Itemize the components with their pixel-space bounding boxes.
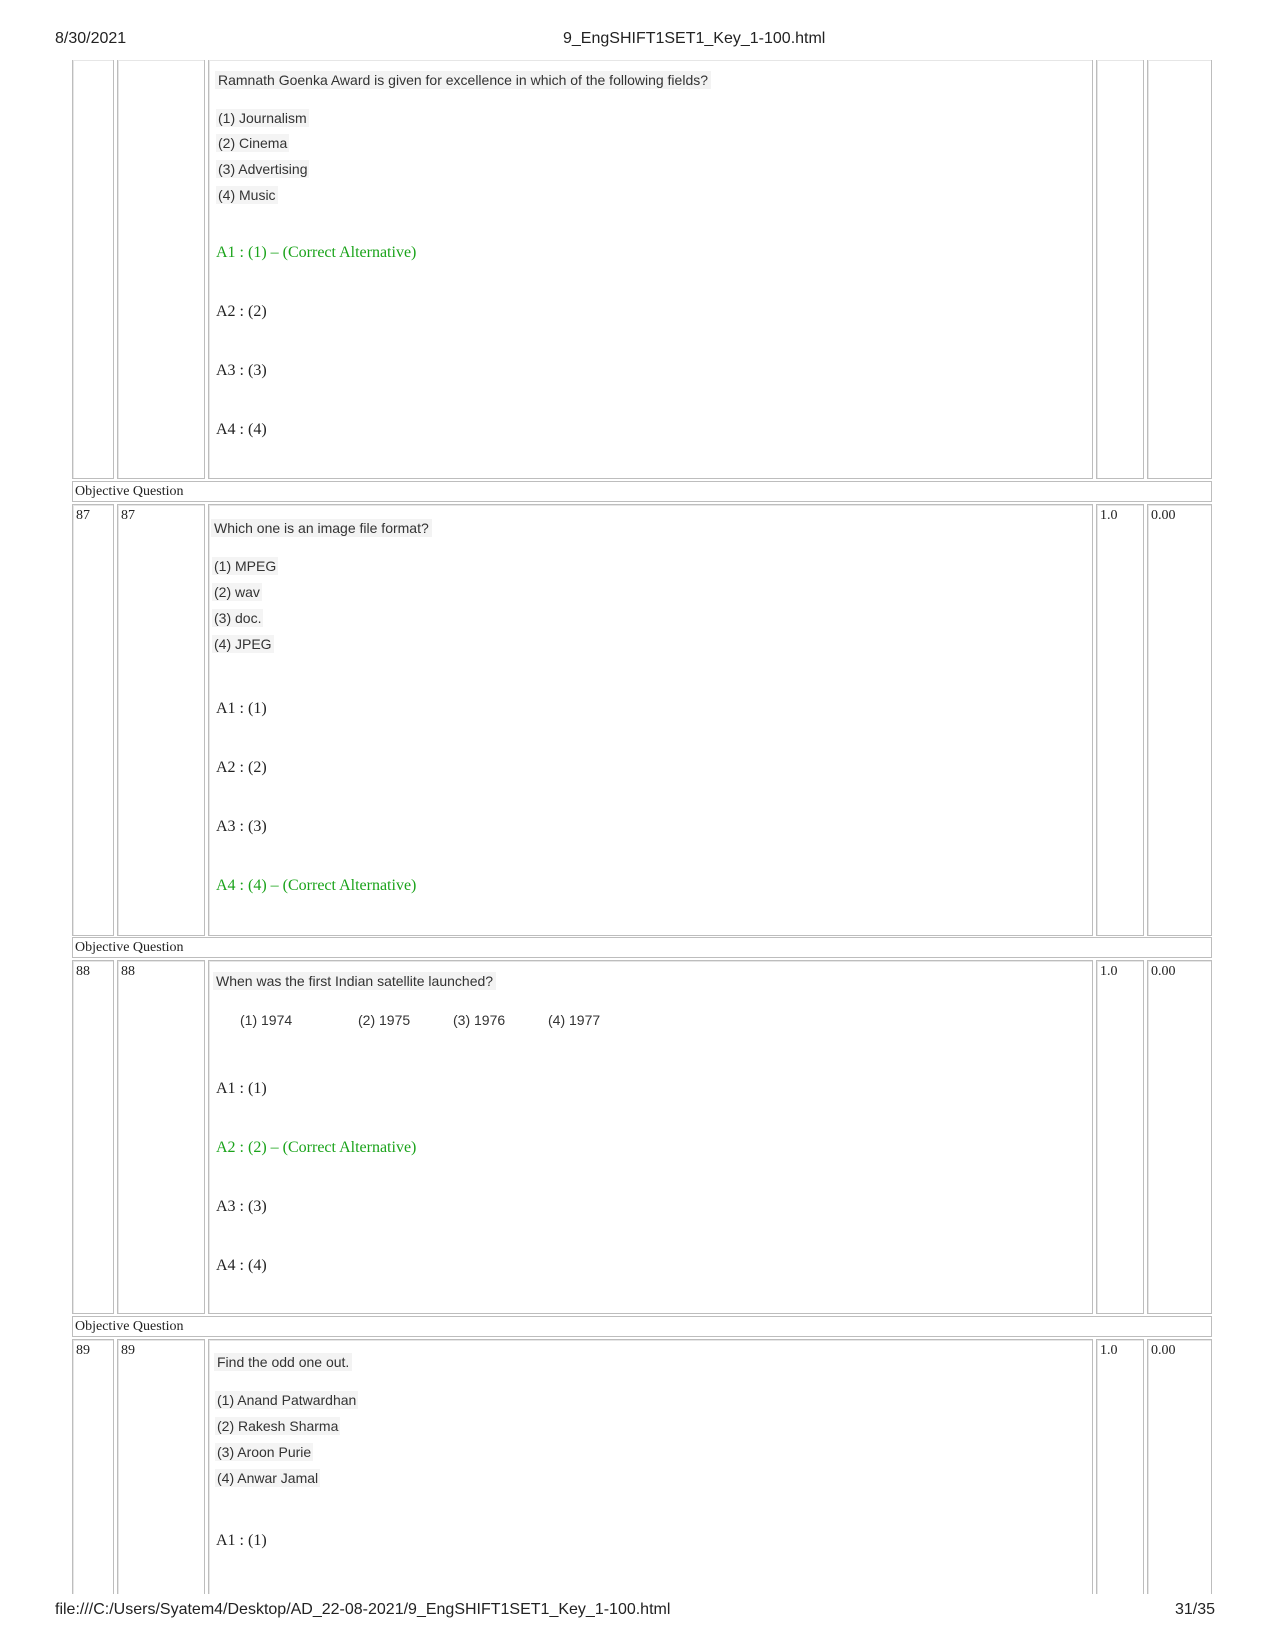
option-3: (3) Advertising <box>218 161 308 177</box>
answer-1: A1 : (1) <box>216 700 267 717</box>
answer-2-correct: A2 : (2) – (Correct Alternative) <box>216 1139 417 1156</box>
option-2: (2) Rakesh Sharma <box>217 1418 339 1434</box>
option-3: (3) Aroon Purie <box>217 1444 312 1460</box>
option-1: (1) Journalism <box>218 110 307 126</box>
negative-marks-cell: 0.00 <box>1147 960 1212 1314</box>
print-date: 8/30/2021 <box>55 30 127 47</box>
serial-cell: 87 <box>72 504 114 936</box>
serial-cell <box>72 60 114 479</box>
negative-marks-cell: 0.00 <box>1147 504 1212 936</box>
question-id-cell: 87 <box>117 504 205 936</box>
document-title: 9_EngSHIFT1SET1_Key_1-100.html <box>563 30 826 47</box>
option-2: (2) wav <box>214 584 260 600</box>
option-4: (4) Music <box>218 187 276 203</box>
answer-2: A2 : (2) <box>216 759 267 776</box>
option-1: (1) 1974 <box>240 1012 293 1028</box>
answer-1-correct: A1 : (1) – (Correct Alternative) <box>216 244 417 261</box>
answer-1: A1 : (1) <box>216 1080 267 1097</box>
serial-cell: 88 <box>72 960 114 1314</box>
option-4: (4) 1977 <box>548 1012 601 1028</box>
option-4: (4) JPEG <box>214 636 272 652</box>
answer-4: A4 : (4) <box>216 1257 267 1274</box>
marks-cell: 1.0 <box>1096 960 1144 1314</box>
negative-marks-cell <box>1147 60 1212 479</box>
question-text: Which one is an image file format? <box>211 519 432 537</box>
option-1: (1) MPEG <box>214 558 277 574</box>
answer-3: A3 : (3) <box>216 1198 267 1215</box>
marks-cell: 1.0 <box>1096 504 1144 936</box>
option-3: (3) doc. <box>214 610 262 626</box>
question-body-cell <box>208 60 1093 479</box>
section-label: Objective Question <box>75 1319 184 1334</box>
question-body-cell <box>208 960 1093 1314</box>
section-label: Objective Question <box>75 484 184 499</box>
section-band <box>72 1316 1212 1337</box>
question-text: Find the odd one out. <box>214 1353 352 1371</box>
section-label: Objective Question <box>75 940 184 955</box>
question-body-cell <box>208 504 1093 936</box>
serial-cell: 89 <box>72 1339 114 1594</box>
question-id-cell: 89 <box>117 1339 205 1594</box>
option-4: (4) Anwar Jamal <box>217 1470 319 1486</box>
marks-cell: 1.0 <box>1096 1339 1144 1594</box>
page-number: 31/35 <box>1175 1601 1216 1618</box>
option-2: (2) Cinema <box>218 135 288 151</box>
option-1: (1) Anand Patwardhan <box>217 1392 357 1408</box>
marks-cell <box>1096 60 1144 479</box>
question-id-cell <box>117 60 205 479</box>
option-2: (2) 1975 <box>358 1012 411 1028</box>
file-path: file:///C:/Users/Syatem4/Desktop/AD_22-08-2021/9_EngSHIFT1SET1_Key_1-100.html <box>55 1601 671 1618</box>
question-text: Ramnath Goenka Award is given for excellence in which of the following fields? <box>215 71 711 89</box>
answer-4-correct: A4 : (4) – (Correct Alternative) <box>216 877 417 894</box>
answer-3: A3 : (3) <box>216 362 267 379</box>
section-band <box>72 937 1212 958</box>
section-band <box>72 481 1212 502</box>
option-3: (3) 1976 <box>453 1012 506 1028</box>
answer-3: A3 : (3) <box>216 818 267 835</box>
answer-4: A4 : (4) <box>216 421 267 438</box>
question-text: When was the first Indian satellite launched? <box>213 972 496 990</box>
question-body-cell <box>208 1339 1093 1594</box>
question-id-cell: 88 <box>117 960 205 1314</box>
negative-marks-cell: 0.00 <box>1147 1339 1212 1594</box>
answer-2: A2 : (2) <box>216 303 267 320</box>
answer-1: A1 : (1) <box>216 1532 267 1549</box>
